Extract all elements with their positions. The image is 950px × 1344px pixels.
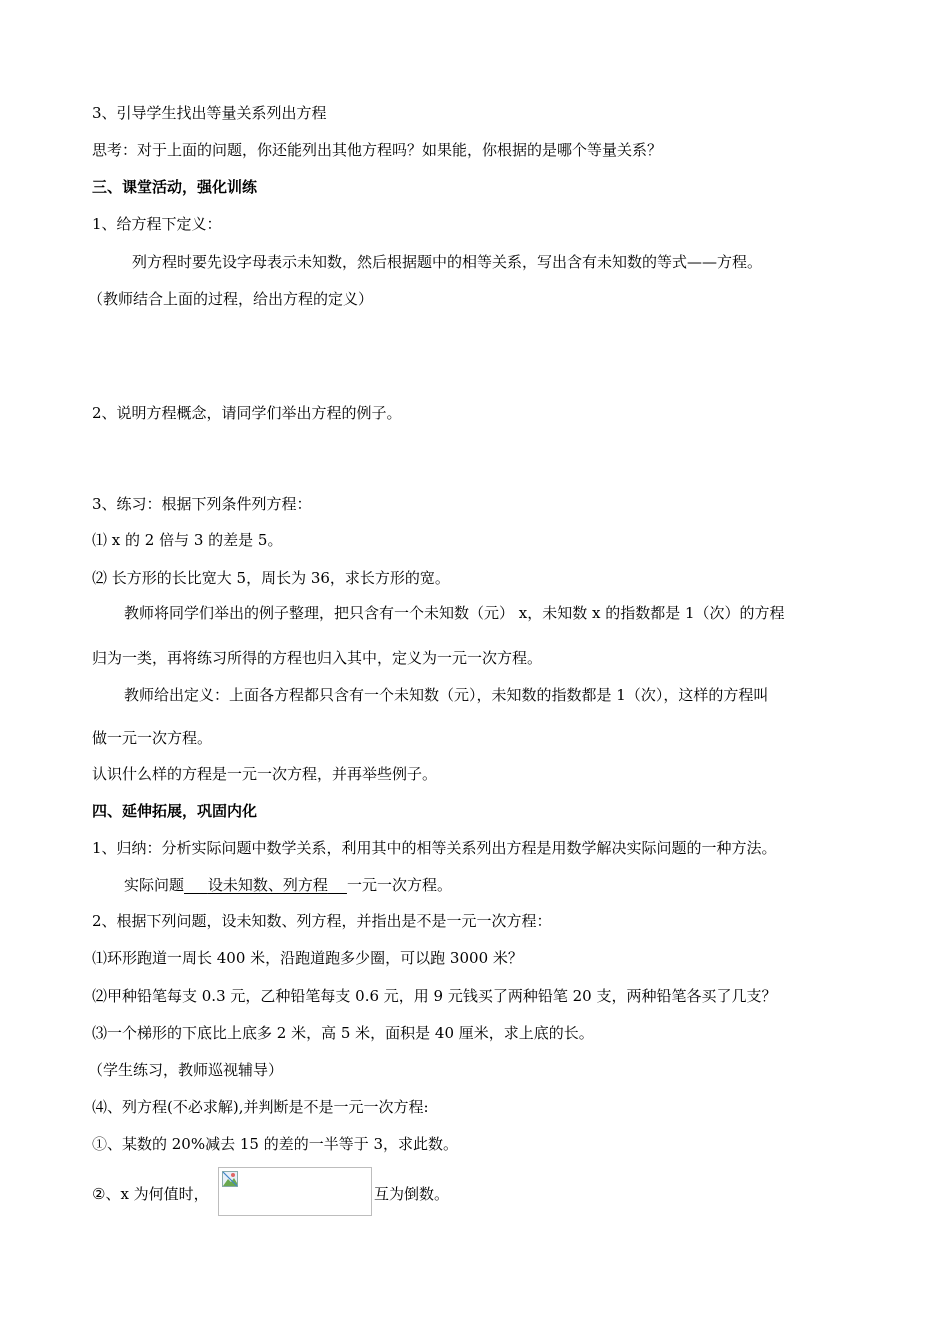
text-line: 思考：对于上面的问题，你还能列出其他方程吗？如果能，你根据的是哪个等量关系？	[92, 141, 663, 159]
text-line-after: 互为倒数。	[374, 1185, 450, 1203]
flow-start: 实际问题	[124, 876, 185, 894]
flow-end: 一元一次方程。	[346, 876, 452, 894]
missing-image-placeholder	[218, 1167, 372, 1216]
text-line: ⑵甲种铅笔每支 0.3 元，乙种铅笔每支 0.6 元，用 9 元钱买了两种铅笔 20 支，两种铅笔各买了几支？	[92, 987, 777, 1005]
section-heading: 四、延伸拓展，巩固内化	[92, 802, 258, 820]
text-line: 1、给方程下定义：	[92, 215, 222, 233]
text-line: （教师结合上面的过程，给出方程的定义）	[88, 290, 374, 308]
text-line: 列方程时要先设字母表示未知数，然后根据题中的相等关系，写出含有未知数的等式——方程。	[132, 253, 763, 271]
text-line: 教师将同学们举出的例子整理，把只含有一个未知数（元） x，未知数 x 的指数都是 1（次）的方程	[124, 604, 785, 622]
text-line: ⑴环形跑道一周长 400 米，沿跑道跑多少圈，可以跑 3000 米？	[92, 949, 523, 967]
flow-middle: 设未知数、列方程	[207, 876, 328, 894]
text-line: 归为一类，再将练习所得的方程也归入其中，定义为一元一次方程。	[92, 649, 543, 667]
text-line: ⑶一个梯形的下底比上底多 2 米，高 5 米，面积是 40 厘米，求上底的长。	[92, 1024, 594, 1042]
text-line: ⑵ 长方形的长比宽大 5，周长为 36，求长方形的宽。	[92, 569, 450, 587]
text-line: 做一元一次方程。	[92, 729, 213, 747]
text-line-before: ②、x 为何值时，	[92, 1185, 209, 1203]
text-line: ①、某数的 20%减去 15 的差的一半等于 3，求此数。	[92, 1135, 459, 1153]
text-line: 2、说明方程概念，请同学们举出方程的例子。	[92, 404, 402, 422]
text-line: 1、归纳：分析实际问题中数学关系，利用其中的相等关系列出方程是用数学解决实际问题的一种方法。	[92, 839, 777, 857]
text-line: （学生练习，教师巡视辅导）	[88, 1061, 284, 1079]
text-line: ⑷、列方程(不必求解),并判断是不是一元一次方程:	[92, 1098, 429, 1116]
text-line: 3、练习：根据下列条件列方程：	[92, 495, 312, 513]
flow-line	[124, 875, 452, 895]
broken-image-icon	[222, 1171, 238, 1187]
text-line: 3、引导学生找出等量关系列出方程	[92, 104, 327, 122]
text-line: 2、根据下列问题，设未知数、列方程，并指出是不是一元一次方程：	[92, 912, 552, 930]
text-line: 教师给出定义：上面各方程都只含有一个未知数（元），未知数的指数都是 1（次），这样的方程叫	[124, 686, 769, 704]
text-line: ⑴ x 的 2 倍与 3 的差是 5。	[92, 531, 283, 549]
section-heading: 三、课堂活动，强化训练	[92, 178, 258, 196]
text-line: 认识什么样的方程是一元一次方程，并再举些例子。	[92, 765, 438, 783]
